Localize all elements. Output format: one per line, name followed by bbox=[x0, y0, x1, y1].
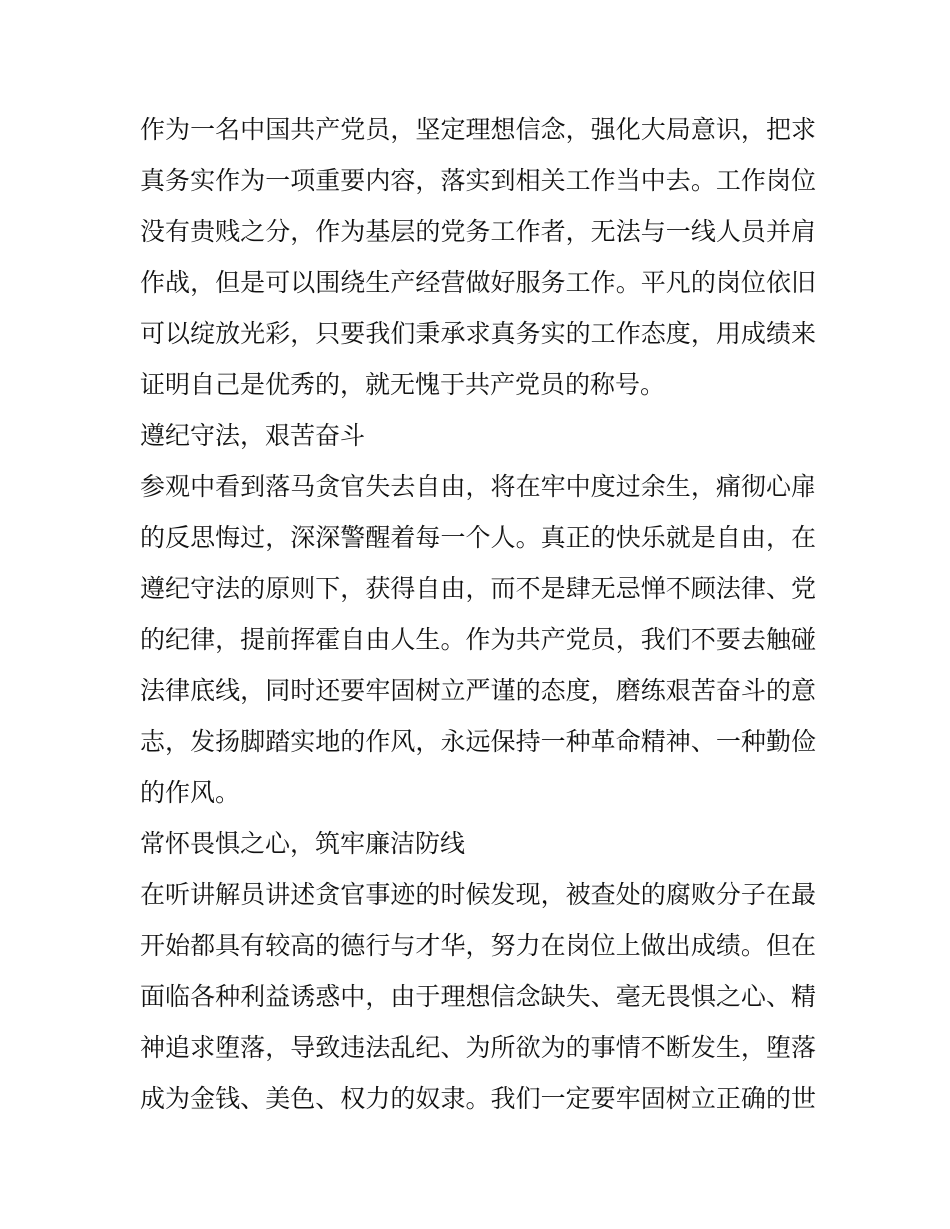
paragraph-1 bbox=[140, 104, 816, 410]
section-heading: 遵纪守法，艰苦奋斗 bbox=[140, 421, 366, 450]
text-line: 遵纪守法的原则下，获得自由，而不是肆无忌惮不顾法律、党 bbox=[140, 574, 816, 603]
text-line: 作为一名中国共产党员，坚定理想信念，强化大局意识，把求 bbox=[140, 115, 816, 144]
paragraph-3 bbox=[140, 869, 816, 1124]
text-line: 志，发扬脚踏实地的作风，永远保持一种革命精神、一种勤俭 bbox=[140, 727, 816, 756]
document-body bbox=[140, 104, 816, 1124]
text-line: 的纪律，提前挥霍自由人生。作为共产党员，我们不要去触碰 bbox=[140, 625, 816, 654]
text-line: 没有贵贱之分，作为基层的党务工作者，无法与一线人员并肩 bbox=[140, 217, 816, 246]
text-line: 可以绽放光彩，只要我们秉承求真务实的工作态度，用成绩来 bbox=[140, 319, 816, 348]
text-line: 参观中看到落马贪官失去自由，将在牢中度过余生，痛彻心扉 bbox=[140, 472, 816, 501]
paragraph-2 bbox=[140, 461, 816, 818]
text-line: 的作风。 bbox=[140, 778, 241, 807]
section-heading: 常怀畏惧之心，筑牢廉洁防线 bbox=[140, 829, 466, 858]
text-line: 作战，但是可以围绕生产经营做好服务工作。平凡的岗位依旧 bbox=[140, 268, 816, 297]
text-line: 法律底线，同时还要牢固树立严谨的态度，磨练艰苦奋斗的意 bbox=[140, 676, 816, 705]
text-line: 真务实作为一项重要内容，落实到相关工作当中去。工作岗位 bbox=[140, 166, 816, 195]
text-line: 证明自己是优秀的，就无愧于共产党员的称号。 bbox=[140, 370, 666, 399]
text-line: 开始都具有较高的德行与才华，努力在岗位上做出成绩。但在 bbox=[140, 931, 816, 960]
text-line: 面临各种利益诱惑中，由于理想信念缺失、毫无畏惧之心、精 bbox=[140, 982, 816, 1011]
text-line: 神追求堕落，导致违法乱纪、为所欲为的事情不断发生，堕落 bbox=[140, 1033, 816, 1062]
text-line: 的反思悔过，深深警醒着每一个人。真正的快乐就是自由，在 bbox=[140, 523, 816, 552]
text-line: 成为金钱、美色、权力的奴隶。我们一定要牢固树立正确的世 bbox=[140, 1084, 816, 1113]
text-line: 在听讲解员讲述贪官事迹的时候发现，被查处的腐败分子在最 bbox=[140, 880, 816, 909]
